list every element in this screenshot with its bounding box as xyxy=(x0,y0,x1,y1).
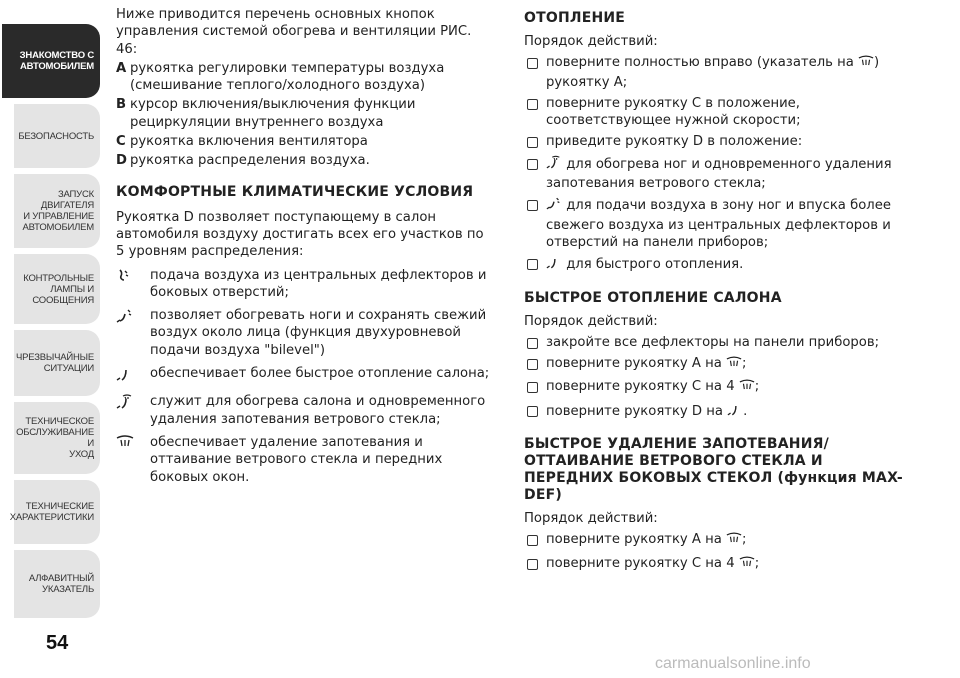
procedure-step xyxy=(524,255,914,275)
mode-text: обеспечивает удаление запотевания и оттаивание ветрового стекла и передних боковых окон. xyxy=(150,434,443,485)
tab-chrezvychainye[interactable] xyxy=(14,330,100,396)
right-column xyxy=(524,6,914,574)
step-text-part: ; xyxy=(754,379,760,395)
fast-heating-steps xyxy=(524,334,914,422)
definition-text: рукоятка регулировки температуры воздуха (смешивание теплого/холодного воздуха) xyxy=(130,60,445,94)
feet-icon xyxy=(116,365,150,387)
tab-znakomstvo[interactable] xyxy=(2,24,100,98)
defrost-icon xyxy=(739,379,755,397)
procedure-step xyxy=(524,54,914,91)
checkbox-bullet-icon xyxy=(527,382,538,393)
step-text-part: поверните рукоятку C на 4 xyxy=(546,555,739,571)
step-text xyxy=(546,196,914,251)
step-text-part: ; xyxy=(742,356,747,372)
mode-defrost xyxy=(116,434,494,486)
bilevel-icon xyxy=(116,307,150,359)
step-text xyxy=(546,133,914,150)
procedure-step xyxy=(524,378,914,397)
definition-text: рукоятка включения вентилятора xyxy=(130,134,368,150)
definition-text: рукоятка распределения воздуха. xyxy=(130,153,370,169)
checkbox-bullet-icon xyxy=(527,58,538,69)
feet-defrost-icon xyxy=(116,393,150,428)
mode-feet xyxy=(116,365,494,387)
tab-label: АЛФАВИТНЫЙ УКАЗАТЕЛЬ xyxy=(28,573,94,595)
page-number: 54 xyxy=(46,632,69,654)
procedure-step xyxy=(524,355,914,374)
definition-key: D xyxy=(116,153,127,169)
comfort-paragraph: Рукоятка D позволяет поступающему в салон автомобиля воздуху достигать всех его участков по 5 уровням распределения: xyxy=(116,209,484,260)
step-text xyxy=(546,555,914,574)
procedure-label: Порядок действий: xyxy=(524,313,658,329)
step-text xyxy=(546,531,914,550)
section-heading-fast-heating: БЫСТРОЕ ОТОПЛЕНИЕ САЛОНА xyxy=(524,289,782,306)
step-text xyxy=(546,378,914,397)
section-heading-comfort: КОМФОРТНЫЕ КЛИМАТИЧЕСКИЕ УСЛОВИЯ xyxy=(116,183,474,200)
procedure-step xyxy=(524,402,914,422)
step-text-part: ) рукоятку A; xyxy=(546,55,880,90)
procedure-label: Порядок действий: xyxy=(524,34,658,49)
procedure-step xyxy=(524,555,914,574)
step-text-part: поверните рукоятку C на 4 xyxy=(546,379,739,395)
definition-key: C xyxy=(116,134,126,150)
section-heading-maxdef: БЫСТРОЕ УДАЛЕНИЕ ЗАПОТЕВАНИЯ/ ОТТАИВАНИЕ ВЕТРОВОГО СТЕКЛА И ПЕРЕДНИХ БОКОВЫХ СТЕКОЛ (функция MAX-DEF) xyxy=(524,436,903,504)
step-text-part: ; xyxy=(742,532,747,548)
step-text-part: поверните рукоятку A на xyxy=(546,356,727,372)
step-text xyxy=(546,95,914,130)
step-text-part: для быстрого отопления. xyxy=(562,257,744,273)
checkbox-bullet-icon xyxy=(527,200,538,211)
definition-d xyxy=(116,152,494,169)
heating-steps xyxy=(524,54,914,275)
step-text-part: поверните рукоятку A на xyxy=(546,532,727,548)
checkbox-bullet-icon xyxy=(527,359,538,370)
tab-kontrolnye[interactable] xyxy=(14,254,100,324)
definition-key: B xyxy=(116,97,127,113)
mode-text: служит для обогрева салона и одновременного удаления запотевания ветрового стекла; xyxy=(150,394,486,427)
step-text-part: поверните рукоятку D на xyxy=(546,403,728,419)
feet-icon xyxy=(727,402,743,422)
watermark: carmanualsonline.info xyxy=(655,655,811,672)
face-vent-icon xyxy=(116,267,150,302)
step-text xyxy=(546,334,914,351)
checkbox-bullet-icon xyxy=(527,99,538,110)
checkbox-bullet-icon xyxy=(527,559,538,570)
tab-label: ЧРЕЗВЫЧАЙНЫЕ СИТУАЦИИ xyxy=(16,352,94,374)
procedure-step xyxy=(524,95,914,130)
defrost-icon xyxy=(116,434,150,486)
tab-zapusk[interactable] xyxy=(14,174,100,248)
defrost-icon xyxy=(739,556,755,574)
step-text-part: приведите рукоятку D в положение: xyxy=(546,134,803,150)
step-text-part: закройте все дефлекторы на панели приборов; xyxy=(546,334,880,350)
procedure-step xyxy=(524,133,914,150)
defrost-icon xyxy=(726,532,742,550)
step-text xyxy=(546,255,914,275)
maxdef-steps xyxy=(524,531,914,574)
bilevel-icon xyxy=(546,196,562,216)
step-text-part: . xyxy=(743,403,748,419)
sidebar xyxy=(0,0,100,678)
procedure-step xyxy=(524,155,914,193)
checkbox-bullet-icon xyxy=(527,259,538,270)
definition-c xyxy=(116,133,494,150)
checkbox-bullet-icon xyxy=(527,338,538,349)
left-column xyxy=(116,6,494,486)
feet-icon xyxy=(546,255,562,275)
step-text-part: поверните рукоятку C в положение, соответствующее нужной скорости; xyxy=(546,95,801,129)
procedure-label: Порядок действий: xyxy=(524,511,658,527)
tab-bezopasnost[interactable] xyxy=(14,104,100,168)
step-text-part: поверните полностью вправо (указатель на xyxy=(546,55,858,71)
procedure-step xyxy=(524,334,914,351)
checkbox-bullet-icon xyxy=(527,159,538,170)
definition-a xyxy=(116,60,494,95)
step-text xyxy=(546,54,914,91)
definition-b xyxy=(116,96,494,131)
mode-bilevel xyxy=(116,307,494,359)
step-text xyxy=(546,155,914,193)
step-text-part: для подачи воздуха в зону ног и впуска более свежего воздуха из центральных дефлекторов и отверстий на панели приборов; xyxy=(546,198,891,250)
tab-label: КОНТРОЛЬНЫЕ ЛАМПЫ И СООБЩЕНИЯ xyxy=(23,272,94,306)
intro-text: Ниже приводится перечень основных кнопок управления системой обогрева и вентиляции РИС. 46: xyxy=(116,7,472,57)
mode-text: подача воздуха из центральных дефлекторов и боковых отверстий; xyxy=(150,267,487,300)
step-text-part: для обогрева ног и одновременного удаления запотевания ветрового стекла; xyxy=(546,156,892,192)
tab-tekhobsluzhivanie[interactable] xyxy=(14,402,100,474)
tab-label: ЗНАКОМСТВО С АВТОМОБИЛЕМ xyxy=(19,50,94,72)
procedure-step xyxy=(524,196,914,251)
definition-text: курсор включения/выключения функции рециркуляции внутреннего воздуха xyxy=(130,97,416,130)
checkbox-bullet-icon xyxy=(527,535,538,546)
mode-feet-defrost xyxy=(116,393,494,428)
mode-text: позволяет обогревать ноги и сохранять свежий воздух около лица (функция двухуровневой подачи воздуха "bilevel") xyxy=(150,308,487,358)
defrost-icon xyxy=(726,356,742,374)
tab-label: ТЕХНИЧЕСКОЕ ОБСЛУЖИВАНИЕ И УХОД xyxy=(16,416,94,460)
tab-label: ТЕХНИЧЕСКИЕ ХАРАКТЕРИСТИКИ xyxy=(9,501,94,523)
tab-tekhkharakteristiki[interactable] xyxy=(9,480,100,544)
definition-key: A xyxy=(116,60,127,76)
feet-defrost-icon xyxy=(546,155,562,175)
procedure-step xyxy=(524,531,914,550)
tab-alfavitnyi[interactable] xyxy=(14,550,100,618)
step-text xyxy=(546,402,914,422)
mode-text: обеспечивает более быстрое отопление салона; xyxy=(150,366,490,382)
section-heading-heating: ОТОПЛЕНИЕ xyxy=(524,10,626,26)
checkbox-bullet-icon xyxy=(527,137,538,148)
mode-face xyxy=(116,267,494,302)
step-text-part: ; xyxy=(754,555,760,571)
step-text xyxy=(546,355,914,374)
defrost-icon xyxy=(858,55,874,73)
tab-label: БЕЗОПАСНОСТЬ xyxy=(18,130,94,142)
tab-label: ЗАПУСК ДВИГАТЕЛЯ И УПРАВЛЕНИЕ АВТОМОБИЛЕМ xyxy=(22,189,94,233)
checkbox-bullet-icon xyxy=(527,406,538,417)
